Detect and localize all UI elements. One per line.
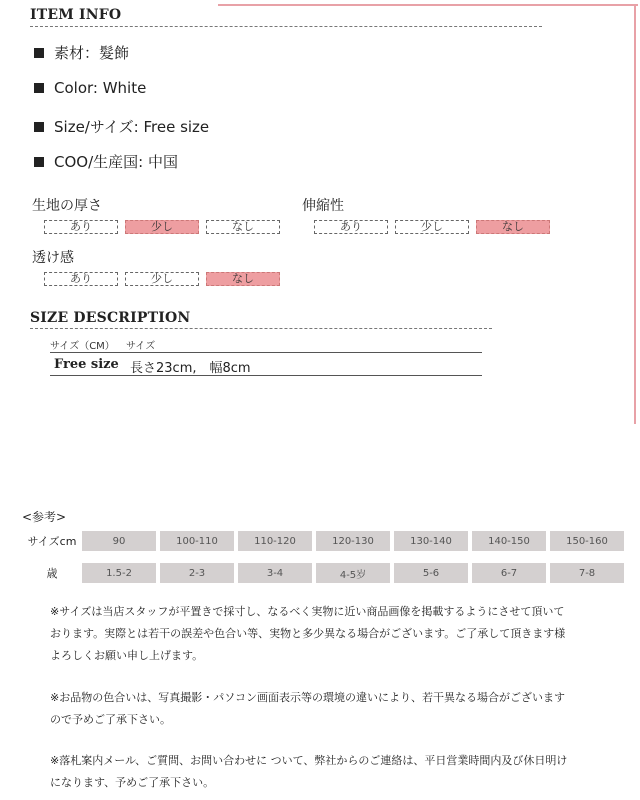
spec-material	[34, 42, 129, 63]
reference-size-cell: 90	[82, 531, 156, 551]
thickness-label: 生地の厚さ	[32, 198, 102, 214]
transparency-option-nashi: なし	[206, 272, 280, 286]
transparency-label: 透け感	[32, 250, 74, 266]
spec-coo-text: COO/生産国: 中国	[54, 153, 178, 171]
size-name: Free size	[54, 357, 119, 372]
reference-size-cell: 110-120	[238, 531, 312, 551]
stretch-option-ari: あり	[314, 220, 388, 234]
reference-size-cell: 150-160	[550, 531, 624, 551]
reference-size-cell: 130-140	[394, 531, 468, 551]
reference-size-row	[24, 528, 608, 554]
note-measurement: ※サイズは当店スタッフが平置きで採寸し、なるべく実物に近い商品画像を掲載するようにさせて頂いております。実際とは若干の誤差や色合い等、実物と多少異なる場合がございます。ご了承して頂きます様よろしくお願い申し上げます。	[50, 605, 566, 662]
reference-age-cell: 2-3	[160, 563, 234, 583]
item-info-divider	[30, 26, 542, 27]
note-color: ※お品物の色合いは、写真撮影・パソコン画面表示等の環境の違いにより、若干異なる場合がございますので予めご了承下さい。	[50, 691, 565, 726]
thickness-option-nashi: なし	[206, 220, 280, 234]
transparency-option-ari: あり	[44, 272, 118, 286]
spec-color	[34, 79, 146, 97]
size-row-underline	[50, 375, 482, 376]
size-description-title: SIZE DESCRIPTION	[30, 310, 191, 326]
reference-age-cell: 6-7	[472, 563, 546, 583]
spec-coo	[34, 151, 178, 172]
bullet-icon	[34, 83, 44, 93]
item-info-title: ITEM INFO	[30, 7, 122, 23]
reference-age-cell: 7-8	[550, 563, 624, 583]
reference-size-cell: 140-150	[472, 531, 546, 551]
decorative-frame-right	[634, 4, 636, 424]
reference-age-row	[24, 560, 608, 586]
size-value: 長さ23cm, 幅8cm	[130, 361, 251, 376]
thickness-option-ari: あり	[44, 220, 118, 234]
spec-size-text: Size/サイズ: Free size	[54, 118, 210, 136]
reference-age-cell: 4-5岁	[316, 563, 390, 583]
size-description-divider	[30, 328, 492, 329]
note-contact: ※落札案内メール、ご質問、お問い合わせに ついて、弊社からのご連絡は、平日営業時間内及び休日明けになります、予めご了承下さい。	[50, 754, 568, 789]
transparency-option-sukoshi: 少し	[125, 272, 199, 286]
stretch-label: 伸縮性	[302, 198, 344, 214]
reference-size-cell: 120-130	[316, 531, 390, 551]
spec-material-text: 素材：髮飾	[54, 44, 130, 62]
decorative-frame-top	[218, 4, 638, 6]
reference-age-cell: 5-6	[394, 563, 468, 583]
bullet-icon	[34, 157, 44, 167]
size-header-spec: サイズ	[126, 341, 156, 352]
reference-size-cell: 100-110	[160, 531, 234, 551]
reference-title: <参考>	[22, 510, 67, 524]
thickness-option-sukoshi: 少し	[125, 220, 199, 234]
reference-age-cell: 3-4	[238, 563, 312, 583]
reference-size-label: サイズcm	[27, 535, 77, 548]
spec-color-text: Color: White	[54, 79, 147, 97]
size-header-cm: サイズ（CM）	[50, 341, 115, 352]
reference-age-cell: 1.5-2	[82, 563, 156, 583]
stretch-option-sukoshi: 少し	[395, 220, 469, 234]
size-header-underline	[50, 352, 482, 353]
bullet-icon	[34, 122, 44, 132]
spec-size	[34, 116, 209, 137]
stretch-option-nashi: なし	[476, 220, 550, 234]
reference-age-label: 歳	[46, 567, 58, 580]
bullet-icon	[34, 48, 44, 58]
